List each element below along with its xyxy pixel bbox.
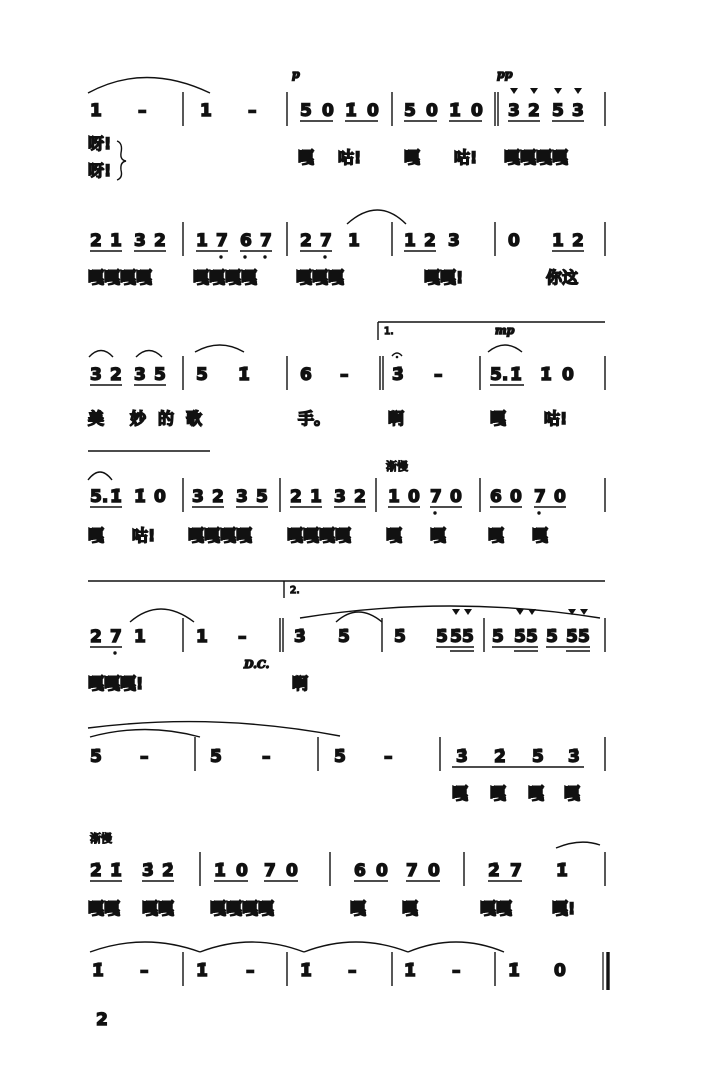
note: 1̇: [134, 487, 146, 507]
lyric: 妙: [130, 409, 147, 428]
note: 5̇: [462, 627, 474, 647]
lyric: 歌: [186, 409, 203, 428]
note: 1̇: [540, 365, 552, 385]
note: 7: [534, 487, 546, 507]
note: 3: [90, 365, 102, 385]
note: 2: [300, 231, 312, 251]
note: 3: [134, 231, 146, 251]
note: 1̇: [110, 861, 122, 881]
note: 5.: [490, 365, 509, 385]
staff-row-7: [88, 831, 605, 918]
note: 3̇: [456, 747, 468, 767]
note: 7: [260, 231, 272, 251]
note: 1̇: [404, 961, 416, 981]
note: 7: [430, 487, 442, 507]
note: 1̇: [449, 101, 461, 121]
note: 3: [134, 365, 146, 385]
note: 3: [572, 101, 584, 121]
note: 1̇: [214, 861, 226, 881]
dynamic-p: p: [292, 68, 300, 81]
note: 0: [510, 487, 522, 507]
lyric: 嘎嘎嘎嘎: [193, 268, 258, 287]
note: 5̇: [210, 747, 222, 767]
dc-mark: D.C.: [244, 658, 270, 671]
note: 0: [236, 861, 248, 881]
note: 5̇: [90, 747, 102, 767]
volta-2: 2.: [290, 585, 300, 596]
note: 6: [240, 231, 252, 251]
lyric: 嘎嘎嘎嘎: [210, 899, 275, 918]
note: 5: [196, 365, 208, 385]
dynamic-mp: mp: [495, 324, 515, 337]
lyric: 嘎: [298, 148, 315, 167]
lyric: 嘎嘎: [142, 899, 175, 918]
lyric: 嘎嘎嘎嘎: [88, 268, 153, 287]
staff-row-6: [88, 722, 605, 803]
note: 5̇: [334, 747, 346, 767]
note: 0: [562, 365, 574, 385]
lyric: 咕!: [454, 148, 478, 167]
lyric: 嘎: [528, 784, 545, 803]
note: 0: [508, 231, 520, 251]
lyric: 嘎嘎嘎嘎: [188, 526, 253, 545]
note: 5: [256, 487, 268, 507]
note: 2: [212, 487, 224, 507]
note: 0: [426, 101, 438, 121]
lyric: 嘎: [564, 784, 581, 803]
note: 5̇: [450, 627, 462, 647]
note: 0: [367, 101, 379, 121]
note: –: [348, 961, 357, 981]
staff-row-1: [88, 68, 605, 180]
note: 7: [406, 861, 418, 881]
note: 1: [196, 627, 208, 647]
note: 2̇: [488, 861, 500, 881]
note: 5̇: [492, 627, 504, 647]
note: 1: [200, 101, 212, 121]
note: 1: [90, 101, 102, 121]
note: –: [262, 747, 271, 767]
note: 1: [348, 231, 360, 251]
lyric: 嘎: [488, 526, 505, 545]
volta-1: 1.: [384, 326, 394, 337]
note: 7: [110, 627, 122, 647]
note: 3̇: [142, 861, 154, 881]
note: 2: [572, 231, 584, 251]
note: 1: [388, 487, 400, 507]
note: 2: [110, 365, 122, 385]
note: 2: [528, 101, 540, 121]
note: 0: [286, 861, 298, 881]
lyric: 的: [158, 409, 175, 428]
staff-row-3: [88, 322, 605, 428]
note: 5̇: [532, 747, 544, 767]
note: 6: [354, 861, 366, 881]
note: 5: [300, 101, 312, 121]
page-number: 2: [96, 1010, 108, 1030]
tempo-mark: 渐慢: [386, 460, 408, 473]
lyric: 嘎嘎: [480, 899, 513, 918]
staff-row-5: [88, 581, 605, 693]
note: 3̇: [392, 365, 404, 385]
lyric: 你这: [546, 268, 579, 287]
note: 1̇: [510, 365, 522, 385]
lyric: 嘎: [404, 148, 421, 167]
dynamic-pp: pp: [497, 68, 513, 81]
note: 5: [404, 101, 416, 121]
note: –: [238, 627, 247, 647]
lyric: 美: [88, 409, 105, 428]
note: 5̇: [578, 627, 590, 647]
lyric: 呀!: [88, 161, 112, 180]
dash: –: [138, 101, 147, 121]
note: 5̇: [514, 627, 526, 647]
lyric: 嘎: [490, 784, 507, 803]
note: 5̇: [338, 627, 350, 647]
lyric: 嘎: [452, 784, 469, 803]
note: 2̇: [90, 861, 102, 881]
lyric: 嘎嘎嘎!: [88, 674, 144, 693]
note: 7: [264, 861, 276, 881]
note: 7: [216, 231, 228, 251]
note: –: [452, 961, 461, 981]
note: 1̇: [110, 487, 122, 507]
note: 1: [134, 627, 146, 647]
note: 2: [90, 231, 102, 251]
note: 2̇: [494, 747, 506, 767]
note: –: [434, 365, 443, 385]
lyric: 啊: [292, 674, 309, 693]
lyric: 嘎: [350, 899, 367, 918]
lyric: 手。: [298, 409, 331, 428]
note: 3̇: [568, 747, 580, 767]
note: 2: [154, 231, 166, 251]
note: 1: [196, 231, 208, 251]
lyric: 嘎嘎: [88, 899, 121, 918]
note: 3̇: [294, 627, 306, 647]
note: 3: [192, 487, 204, 507]
lyric: 咕!: [132, 526, 156, 545]
note: 5: [552, 101, 564, 121]
note: 5̇: [526, 627, 538, 647]
note: 1̇: [300, 961, 312, 981]
staff-row-2: [88, 210, 605, 287]
lyric: 嘎嘎!: [424, 268, 464, 287]
note: 7: [320, 231, 332, 251]
note: 5.: [90, 487, 109, 507]
note: –: [246, 961, 255, 981]
note: 5: [154, 365, 166, 385]
note: 7: [510, 861, 522, 881]
note: 0: [154, 487, 166, 507]
note: 1̇: [508, 961, 520, 981]
note: 2̇: [162, 861, 174, 881]
note: 2: [354, 487, 366, 507]
note: –: [384, 747, 393, 767]
note: 5̇: [546, 627, 558, 647]
note: 0: [450, 487, 462, 507]
note: 3: [508, 101, 520, 121]
lyric: 嘎: [386, 526, 403, 545]
note: 1̇: [238, 365, 250, 385]
note: –: [140, 747, 149, 767]
note: 3: [334, 487, 346, 507]
staff-row-4: [88, 451, 605, 545]
note: 5̇: [394, 627, 406, 647]
lyric: 啊: [388, 409, 405, 428]
note: 2: [424, 231, 436, 251]
note: 1̇: [196, 961, 208, 981]
lyric: 呀!: [88, 134, 112, 153]
note: 0: [408, 487, 420, 507]
lyric: 嘎!: [552, 899, 576, 918]
dash: –: [248, 101, 257, 121]
note: 0: [554, 961, 566, 981]
note: 1̇: [556, 861, 568, 881]
note: 0: [322, 101, 334, 121]
note: 2: [90, 627, 102, 647]
note: 3: [236, 487, 248, 507]
note: –: [140, 961, 149, 981]
lyric: 嘎嘎嘎嘎: [287, 526, 352, 545]
note: 0: [471, 101, 483, 121]
note: 5̇: [566, 627, 578, 647]
lyric: 嘎: [532, 526, 549, 545]
note: 1: [404, 231, 416, 251]
note: –: [340, 365, 349, 385]
note: 1̇: [92, 961, 104, 981]
lyric: 嘎嘎嘎嘎: [504, 148, 569, 167]
lyric: 嘎嘎嘎: [296, 268, 345, 287]
note: 1̇: [345, 101, 357, 121]
staff-row-8: [90, 942, 608, 990]
note: 0: [376, 861, 388, 881]
lyric: 嘎: [430, 526, 447, 545]
lyric: 咕!: [544, 409, 568, 428]
tempo-mark: 渐慢: [90, 832, 112, 845]
lyric: 嘎: [402, 899, 419, 918]
lyric: 咕!: [338, 148, 362, 167]
note: 1: [552, 231, 564, 251]
note: 1: [110, 231, 122, 251]
note: 0: [554, 487, 566, 507]
lyric: 嘎: [490, 409, 507, 428]
note: 2: [290, 487, 302, 507]
note: 6: [490, 487, 502, 507]
note: 3: [448, 231, 460, 251]
note: 6: [300, 365, 312, 385]
lyric: 嘎: [88, 526, 105, 545]
note: 5̇: [436, 627, 448, 647]
note: 1: [310, 487, 322, 507]
note: 0: [428, 861, 440, 881]
